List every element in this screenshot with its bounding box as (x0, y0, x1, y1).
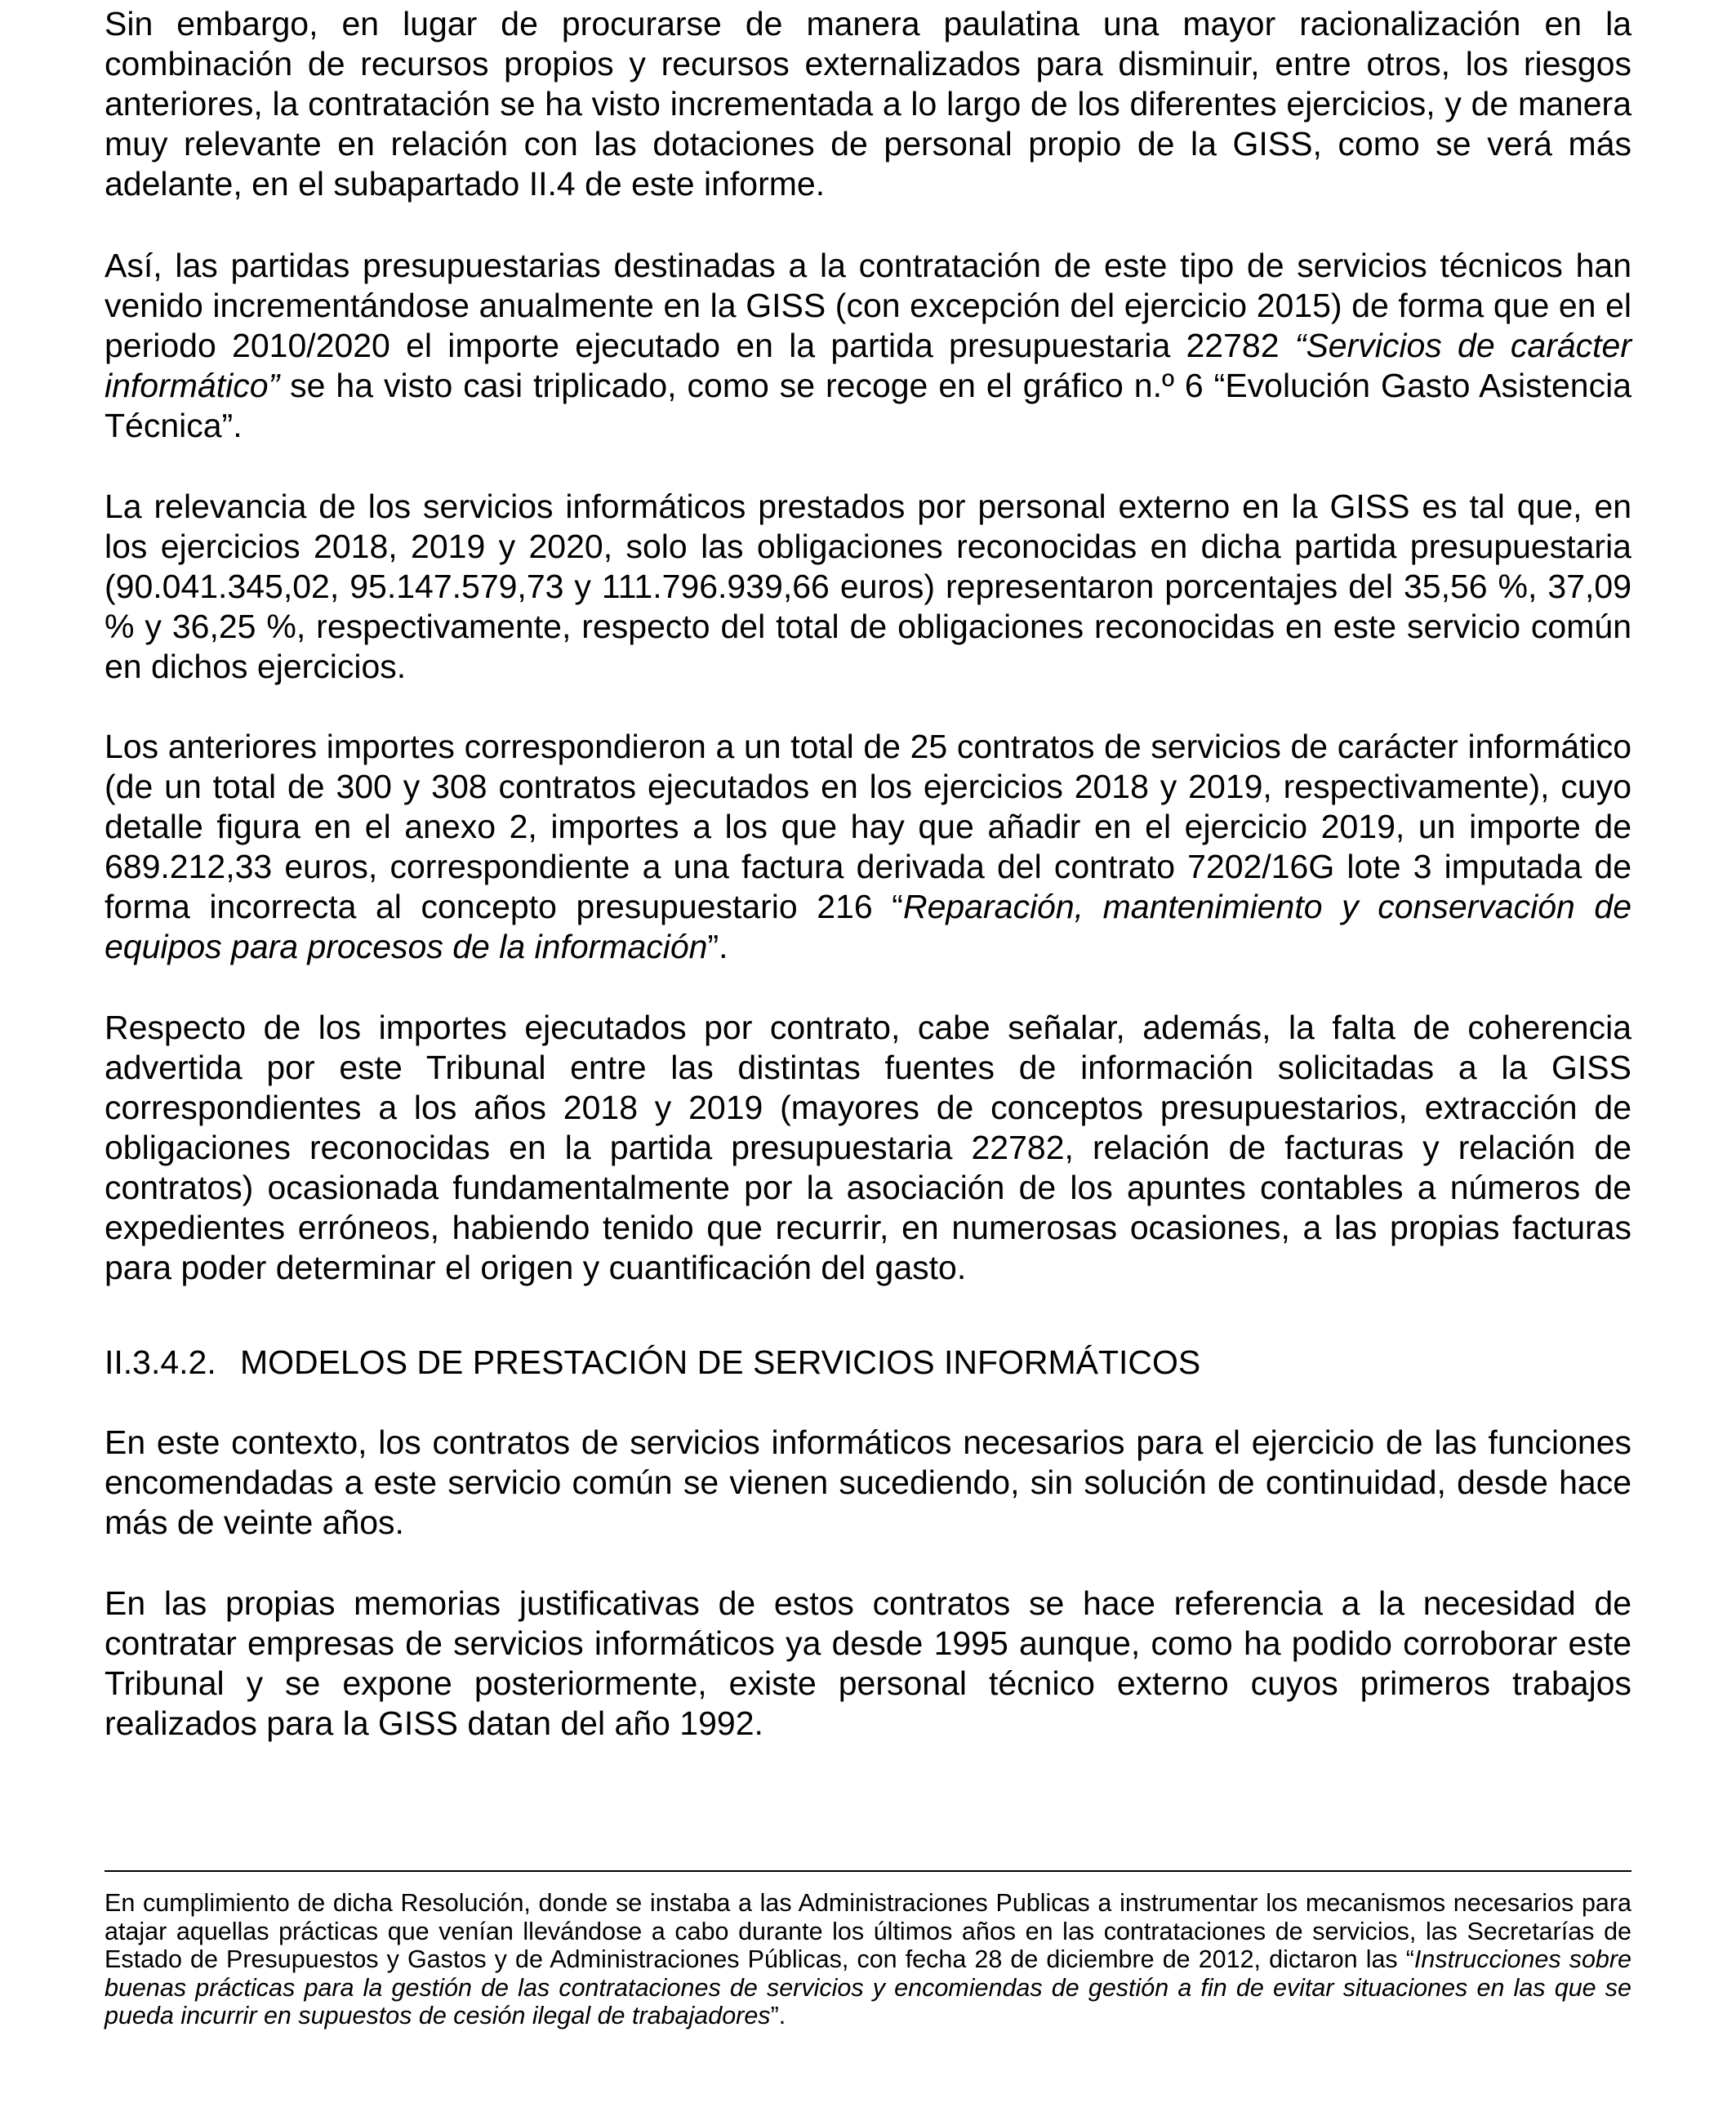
paragraph-6: En este contexto, los contratos de servicios informáticos necesarios para el ejercicio de las funciones encomendadas a este servicio común se vienen sucediendo, sin solución de continuidad, desde hace más de veinte años. (105, 1424, 1631, 1541)
paragraph-4-text: Los anteriores importes correspondieron a un total de 25 contratos de servicios de carácter informático (de un total de 300 y 308 contratos ejecutados en los ejercicios 2018 y 2019, respectivamente), cuyo detalle figura en el anexo 2, importes a los que hay que añadir en el ejercicio 2019, un importe de 689.212,33 euros, correspondiente a una factura derivada del contrato 7202/16G lote 3 imputada de forma incorrecta al concepto presupuestario 216 “ (105, 728, 1631, 925)
paragraph-4 (105, 727, 1631, 967)
footnote (105, 1889, 1631, 2030)
paragraph-5: Respecto de los importes ejecutados por contrato, cabe señalar, además, la falta de coherencia advertida por este Tribunal entre las distintas fuentes de información solicitadas a la GISS correspondientes a los años 2018 y 2019 (mayores de conceptos presupuestarios, extracción de obligaciones reconocidas en la partida presupuestaria 22782, relación de facturas y relación de contratos) ocasionada fundamentalmente por la asociación de los apuntes contables a números de expedientes erróneos, habiendo tenido que recurrir, en numerosas ocasiones, a las propias facturas para poder determinar el origen y cuantificación del gasto. (105, 1009, 1631, 1286)
footnote-text-end: ”. (770, 2002, 786, 2030)
section-title: MODELOS DE PRESTACIÓN DE SERVICIOS INFORMÁTICOS (240, 1343, 1201, 1381)
paragraph-4-italic: Reparación, mantenimiento y conservación de equipos para procesos de la información (105, 888, 1632, 965)
section-heading (105, 1343, 1631, 1383)
paragraph-2-italic: “Servicios de carácter informático” (105, 327, 1632, 404)
footnote-text: En cumplimiento de dicha Resolución, donde se instaba a las Administraciones Publicas a instrumentar los mecanismos necesarios para atajar aquellas prácticas que venían llevándose a cabo durante los últimos años en las contrataciones de servicios, las Secretarías de Estado de Presupuestos y Gastos y de Administraciones Públicas, con fecha 28 de diciembre de 2012, dictaron las “ (105, 1889, 1631, 1974)
paragraph-4-text-end: ”. (707, 928, 728, 965)
paragraph-1: Sin embargo, en lugar de procurarse de manera paulatina una mayor racionalización en la combinación de recursos propios y recursos externalizados para disminuir, entre otros, los riesgos anteriores, la contratación se ha visto incrementada a lo largo de los diferentes ejercicios, y de manera muy relevante en relación con las dotaciones de personal propio de la GISS, como se verá más adelante, en el subapartado II.4 de este informe. (105, 5, 1631, 203)
paragraph-7: En las propias memorias justificativas de estos contratos se hace referencia a la necesidad de contratar empresas de servicios informáticos ya desde 1995 aunque, como ha podido corroborar este Tribunal y se expone posteriormente, existe personal técnico externo cuyos primeros trabajos realizados para la GISS datan del año 1992. (105, 1584, 1631, 1742)
paragraph-3: La relevancia de los servicios informáticos prestados por personal externo en la GISS es tal que, en los ejercicios 2018, 2019 y 2020, solo las obligaciones reconocidas en dicha partida presupuestaria (90.041.345,02, 95.147.579,73 y 111.796.939,66 euros) representaron porcentajes del 35,56 %, 37,09 % y 36,25 %, respectivamente, respecto del total de obligaciones reconocidas en este servicio común en dichos ejercicios. (105, 488, 1631, 685)
section-number: II.3.4.2. (105, 1343, 216, 1381)
paragraph-2-text: Así, las partidas presupuestarias destinadas a la contratación de este tipo de servicios técnicos han venido incrementándose anualmente en la GISS (con excepción del ejercicio 2015) de forma que en el periodo 2010/2020 el importe ejecutado en la partida presupuestaria 22782 (105, 247, 1631, 364)
paragraph-2 (105, 246, 1631, 446)
footnote-italic: Instrucciones sobre buenas prácticas para la gestión de las contrataciones de servicios y encomiendas de gestión a fin de evitar situaciones en las que se pueda incurrir en supuestos de cesión ilegal de trabajadores (105, 1945, 1631, 2030)
paragraph-2-text-end: se ha visto casi triplicado, como se recoge en el gráfico n.º 6 “Evolución Gasto Asistencia Técnica”. (105, 367, 1631, 444)
footnote-separator (105, 1870, 1631, 1872)
